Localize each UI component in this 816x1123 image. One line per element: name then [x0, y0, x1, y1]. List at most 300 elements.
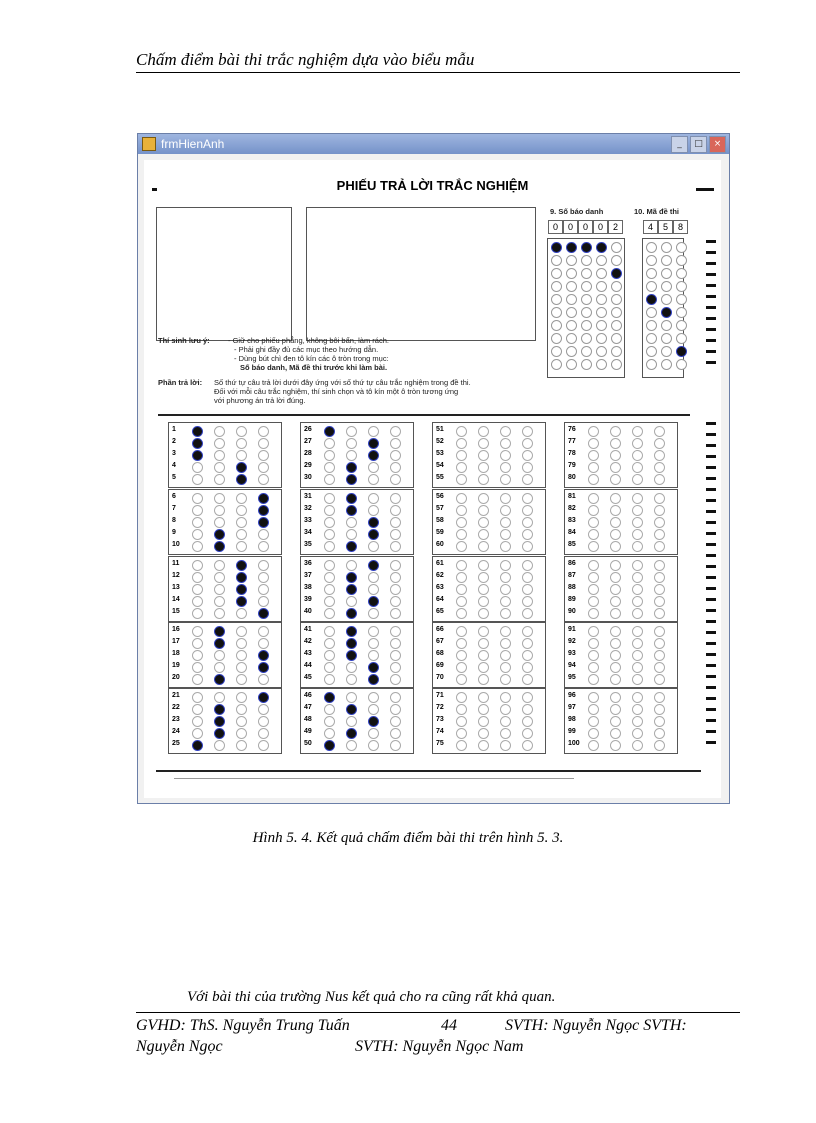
answer-bubble — [478, 462, 489, 473]
question-number: 100 — [568, 740, 580, 747]
answer-bubble — [478, 740, 489, 751]
answer-bubble — [588, 505, 599, 516]
answer-bubble — [654, 608, 665, 619]
answer-bubble — [632, 438, 643, 449]
question-number: 87 — [568, 572, 576, 579]
id-bubble — [611, 359, 622, 370]
answer-bubble — [456, 426, 467, 437]
question-number: 31 — [304, 493, 312, 500]
answer-bubble — [610, 692, 621, 703]
answer-bubble — [324, 517, 335, 528]
id-bubble — [646, 268, 657, 279]
answer-bubble — [192, 626, 203, 637]
answer-bubble — [588, 529, 599, 540]
answer-bubble — [368, 505, 379, 516]
answer-bubble — [258, 740, 269, 751]
answer-bubble — [588, 517, 599, 528]
window-titlebar[interactable] — [138, 134, 729, 154]
id-bubble — [661, 346, 672, 357]
answer-bubble — [368, 438, 379, 449]
question-number: 90 — [568, 608, 576, 615]
timing-mark — [706, 598, 716, 601]
answer-bubble — [258, 728, 269, 739]
question-number: 49 — [304, 728, 312, 735]
answer-bubble — [654, 704, 665, 715]
answer-bubble — [500, 474, 511, 485]
answer-bubble — [324, 740, 335, 751]
answer-bubble — [456, 517, 467, 528]
answer-bubble — [654, 505, 665, 516]
answer-bubble — [654, 426, 665, 437]
answer-bubble — [500, 529, 511, 540]
question-number: 21 — [172, 692, 180, 699]
answer-bubble — [500, 608, 511, 619]
id-bubble — [581, 255, 592, 266]
answer-bubble — [456, 572, 467, 583]
id-bubble — [551, 255, 562, 266]
answer-bubble — [610, 572, 621, 583]
id-bubble — [661, 307, 672, 318]
question-number: 51 — [436, 426, 444, 433]
id-bubble — [611, 294, 622, 305]
answer-bubble — [522, 517, 533, 528]
id-bubble — [646, 242, 657, 253]
answer-bubble — [214, 662, 225, 673]
answer-bubble — [588, 560, 599, 571]
id-bubble — [661, 320, 672, 331]
question-number: 42 — [304, 638, 312, 645]
answer-bubble — [522, 692, 533, 703]
question-number: 68 — [436, 650, 444, 657]
answer-bubble — [632, 662, 643, 673]
answer-bubble — [324, 608, 335, 619]
answer-bubble — [214, 596, 225, 607]
id-bubble — [596, 255, 607, 266]
question-number: 20 — [172, 674, 180, 681]
answer-bubble — [236, 572, 247, 583]
answer-bubble — [258, 692, 269, 703]
question-number: 28 — [304, 450, 312, 457]
answer-bubble — [500, 450, 511, 461]
answer-label: Phần trả lời: — [158, 378, 203, 387]
answer-bubble — [236, 650, 247, 661]
answer-bubble — [654, 662, 665, 673]
answer-bubble — [214, 638, 225, 649]
answer-bubble — [654, 740, 665, 751]
answer-bubble — [500, 438, 511, 449]
answer-bubble — [390, 626, 401, 637]
answer-bubble — [500, 517, 511, 528]
timing-mark — [706, 306, 716, 309]
question-number: 60 — [436, 541, 444, 548]
id-bubble — [676, 255, 687, 266]
timing-mark — [706, 422, 716, 425]
timing-mark — [706, 642, 716, 645]
id-bubble — [661, 333, 672, 344]
question-number: 94 — [568, 662, 576, 669]
answer-bubble — [632, 638, 643, 649]
answer-bubble — [192, 692, 203, 703]
answer-bubble — [214, 438, 225, 449]
answer-bubble — [500, 638, 511, 649]
answer-bubble — [236, 426, 247, 437]
id-bubble — [551, 268, 562, 279]
id-bubble — [581, 294, 592, 305]
timing-mark — [706, 262, 716, 265]
answer-bubble — [478, 517, 489, 528]
minimize-button[interactable]: _ — [671, 136, 688, 153]
answer-bubble — [478, 596, 489, 607]
answer-bubble — [324, 450, 335, 461]
answer-bubble — [654, 541, 665, 552]
answer-bubble — [236, 740, 247, 751]
answer-bubble — [346, 462, 357, 473]
question-number: 47 — [304, 704, 312, 711]
answer-bubble — [258, 474, 269, 485]
answer-bubble — [214, 608, 225, 619]
note-line-4: Số báo danh, Mã đề thi trước khi làm bài. — [240, 363, 388, 372]
answer-bubble — [610, 608, 621, 619]
id-bubble — [676, 346, 687, 357]
answer-bubble — [346, 596, 357, 607]
answer-bubble — [456, 638, 467, 649]
answer-bubble — [258, 572, 269, 583]
answer-bubble — [478, 662, 489, 673]
question-number: 92 — [568, 638, 576, 645]
answer-bubble — [500, 584, 511, 595]
answer-bubble — [610, 638, 621, 649]
id-bubble — [611, 320, 622, 331]
answer-bubble — [346, 674, 357, 685]
answer-bubble — [478, 426, 489, 437]
id-bubble — [566, 242, 577, 253]
answer-bubble — [522, 438, 533, 449]
answer-bubble — [632, 650, 643, 661]
answer-bubble — [478, 584, 489, 595]
question-number: 89 — [568, 596, 576, 603]
sbd-digit: 0 — [593, 220, 608, 234]
answer-bubble — [368, 541, 379, 552]
answer-bubble — [258, 505, 269, 516]
id-bubble — [551, 320, 562, 331]
answer-bubble — [654, 674, 665, 685]
answer-bubble — [456, 505, 467, 516]
answer-bubble — [390, 650, 401, 661]
answer-bubble — [368, 426, 379, 437]
id-bubble — [566, 320, 577, 331]
timing-mark — [706, 455, 716, 458]
answer-bubble — [522, 572, 533, 583]
answer-bubble — [214, 493, 225, 504]
timing-mark — [706, 653, 716, 656]
question-number: 4 — [172, 462, 176, 469]
answer-bubble — [324, 716, 335, 727]
maximize-button[interactable]: □ — [690, 136, 707, 153]
answer-bubble — [346, 493, 357, 504]
question-number: 14 — [172, 596, 180, 603]
question-number: 8 — [172, 517, 176, 524]
answer-bubble — [610, 505, 621, 516]
answer-bubble — [192, 596, 203, 607]
timing-mark — [706, 317, 716, 320]
answer-bubble — [368, 740, 379, 751]
id-bubble — [581, 307, 592, 318]
answer-bubble — [588, 626, 599, 637]
id-bubble — [551, 346, 562, 357]
answer-bubble — [368, 572, 379, 583]
answer-bubble — [390, 584, 401, 595]
question-number: 44 — [304, 662, 312, 669]
answer-bubble — [236, 662, 247, 673]
answer-bubble — [522, 626, 533, 637]
answer-bubble — [610, 674, 621, 685]
answer-bubble — [368, 474, 379, 485]
answer-bubble — [192, 584, 203, 595]
question-number: 95 — [568, 674, 576, 681]
question-number: 50 — [304, 740, 312, 747]
id-bubble — [646, 359, 657, 370]
answer-bubble — [214, 692, 225, 703]
question-number: 74 — [436, 728, 444, 735]
answer-bubble — [192, 704, 203, 715]
question-number: 38 — [304, 584, 312, 591]
answer-bubble — [610, 438, 621, 449]
answer-bubble — [390, 662, 401, 673]
answer-bubble — [632, 626, 643, 637]
answer-bubble — [214, 474, 225, 485]
answer-bubble — [632, 529, 643, 540]
timing-mark — [706, 554, 716, 557]
answer-bubble — [346, 692, 357, 703]
question-number: 1 — [172, 426, 176, 433]
answer-bubble — [324, 626, 335, 637]
question-number: 80 — [568, 474, 576, 481]
answer-bubble — [522, 674, 533, 685]
answer-bubble — [192, 474, 203, 485]
photo-box-right — [306, 207, 536, 341]
answer-bubble — [478, 450, 489, 461]
answer-bubble — [522, 728, 533, 739]
sheet-divider — [158, 414, 690, 416]
answer-bubble — [522, 638, 533, 649]
answer-bubble — [588, 692, 599, 703]
answer-bubble — [214, 572, 225, 583]
id-bubble — [566, 255, 577, 266]
answer-bubble — [236, 704, 247, 715]
answer-bubble — [346, 584, 357, 595]
timing-mark — [706, 273, 716, 276]
id-bubble — [611, 333, 622, 344]
answer-bubble — [258, 438, 269, 449]
question-number: 55 — [436, 474, 444, 481]
answer-bubble — [324, 560, 335, 571]
answer-bubble — [522, 740, 533, 751]
answer-bubble — [478, 529, 489, 540]
answer-bubble — [478, 716, 489, 727]
question-number: 6 — [172, 493, 176, 500]
question-number: 58 — [436, 517, 444, 524]
id-bubble — [661, 268, 672, 279]
id-bubble — [646, 294, 657, 305]
answer-bubble — [500, 626, 511, 637]
question-number: 76 — [568, 426, 576, 433]
question-number: 16 — [172, 626, 180, 633]
question-number: 66 — [436, 626, 444, 633]
id-bubble — [611, 242, 622, 253]
answer-bubble — [456, 474, 467, 485]
answer-bubble — [346, 716, 357, 727]
answer-bubble — [214, 560, 225, 571]
id-bubble — [566, 333, 577, 344]
note-line-3: - Dùng bút chì đen tô kín các ô tròn trong mục: — [234, 354, 389, 363]
id-bubble — [676, 359, 687, 370]
answer-bubble — [390, 572, 401, 583]
answer-bubble — [390, 674, 401, 685]
answer-bubble — [522, 584, 533, 595]
made-label: 10. Mã đề thi — [634, 207, 680, 216]
id-bubble — [676, 307, 687, 318]
answer-bubble — [324, 596, 335, 607]
question-number: 91 — [568, 626, 576, 633]
answer-bubble — [588, 584, 599, 595]
question-number: 10 — [172, 541, 180, 548]
question-number: 53 — [436, 450, 444, 457]
id-bubble — [646, 307, 657, 318]
answer-bubble — [192, 529, 203, 540]
id-bubble — [551, 242, 562, 253]
answer-bubble — [258, 650, 269, 661]
answer-bubble — [588, 572, 599, 583]
answer-bubble — [654, 626, 665, 637]
question-number: 39 — [304, 596, 312, 603]
question-number: 81 — [568, 493, 576, 500]
question-number: 83 — [568, 517, 576, 524]
answer-bubble — [588, 704, 599, 715]
app-icon — [142, 137, 156, 151]
question-number: 24 — [172, 728, 180, 735]
answer-bubble — [456, 626, 467, 637]
question-number: 26 — [304, 426, 312, 433]
question-number: 23 — [172, 716, 180, 723]
answer-bubble — [522, 704, 533, 715]
note-line-1: - Giữ cho phiếu phẳng, không bôi bẩn, làm rách. — [228, 336, 389, 345]
answer-bubble — [390, 608, 401, 619]
answer-bubble — [654, 450, 665, 461]
answer-bubble — [346, 626, 357, 637]
answer-bubble — [522, 450, 533, 461]
id-bubble — [566, 294, 577, 305]
answer-bubble — [522, 474, 533, 485]
answer-bubble — [456, 541, 467, 552]
timing-mark — [706, 350, 716, 353]
answer-bubble — [346, 608, 357, 619]
answer-bubble — [258, 704, 269, 715]
question-number: 98 — [568, 716, 576, 723]
id-bubble — [581, 359, 592, 370]
answer-bubble — [346, 572, 357, 583]
question-number: 56 — [436, 493, 444, 500]
answer-bubble — [456, 529, 467, 540]
id-bubble — [581, 333, 592, 344]
answer-bubble — [588, 638, 599, 649]
answer-bubble — [390, 426, 401, 437]
answer-bubble — [478, 674, 489, 685]
answer-bubble — [214, 450, 225, 461]
answer-bubble — [324, 462, 335, 473]
question-number: 85 — [568, 541, 576, 548]
answer-bubble — [236, 626, 247, 637]
answer-bubble — [588, 674, 599, 685]
question-number: 78 — [568, 450, 576, 457]
question-number: 35 — [304, 541, 312, 548]
question-number: 71 — [436, 692, 444, 699]
close-button[interactable]: × — [709, 136, 726, 153]
id-bubble — [581, 242, 592, 253]
made-digit: 8 — [673, 220, 688, 234]
id-bubble — [646, 320, 657, 331]
answer-bubble — [456, 493, 467, 504]
question-number: 77 — [568, 438, 576, 445]
answer-bubble — [632, 493, 643, 504]
id-bubble — [611, 255, 622, 266]
answer-bubble — [632, 692, 643, 703]
id-bubble — [551, 359, 562, 370]
id-bubble — [596, 268, 607, 279]
question-number: 12 — [172, 572, 180, 579]
answer-bubble — [456, 674, 467, 685]
answer-bubble — [236, 596, 247, 607]
answer-bubble — [346, 505, 357, 516]
answer-bubble — [324, 638, 335, 649]
answer-bubble — [456, 438, 467, 449]
answer-bubble — [390, 438, 401, 449]
timing-mark — [706, 251, 716, 254]
question-number: 18 — [172, 650, 180, 657]
answer-bubble — [324, 541, 335, 552]
question-number: 88 — [568, 584, 576, 591]
answer-bubble — [632, 704, 643, 715]
question-number: 30 — [304, 474, 312, 481]
answer-bubble — [500, 462, 511, 473]
sbd-digit: 0 — [578, 220, 593, 234]
answer-bubble — [522, 608, 533, 619]
question-number: 70 — [436, 674, 444, 681]
answer-bubble — [214, 541, 225, 552]
answer-bubble — [478, 704, 489, 715]
timing-mark — [706, 466, 716, 469]
id-bubble — [566, 359, 577, 370]
question-number: 84 — [568, 529, 576, 536]
answer-bubble — [258, 493, 269, 504]
answer-bubble — [654, 438, 665, 449]
footer-svth: SVTH: Nguyễn Ngọc SVTH: — [505, 1017, 687, 1034]
question-number: 65 — [436, 608, 444, 615]
answer-bubble — [390, 704, 401, 715]
photo-box-left — [156, 207, 292, 341]
answer-bubble — [478, 572, 489, 583]
answer-bubble — [192, 674, 203, 685]
answer-bubble — [192, 740, 203, 751]
answer-bubble — [214, 716, 225, 727]
answer-bubble — [588, 426, 599, 437]
id-bubble — [596, 307, 607, 318]
id-bubble — [596, 359, 607, 370]
answer-bubble — [390, 560, 401, 571]
answer-bubble — [214, 529, 225, 540]
answer-bubble — [258, 450, 269, 461]
timing-mark — [706, 284, 716, 287]
answer-bubble — [478, 650, 489, 661]
